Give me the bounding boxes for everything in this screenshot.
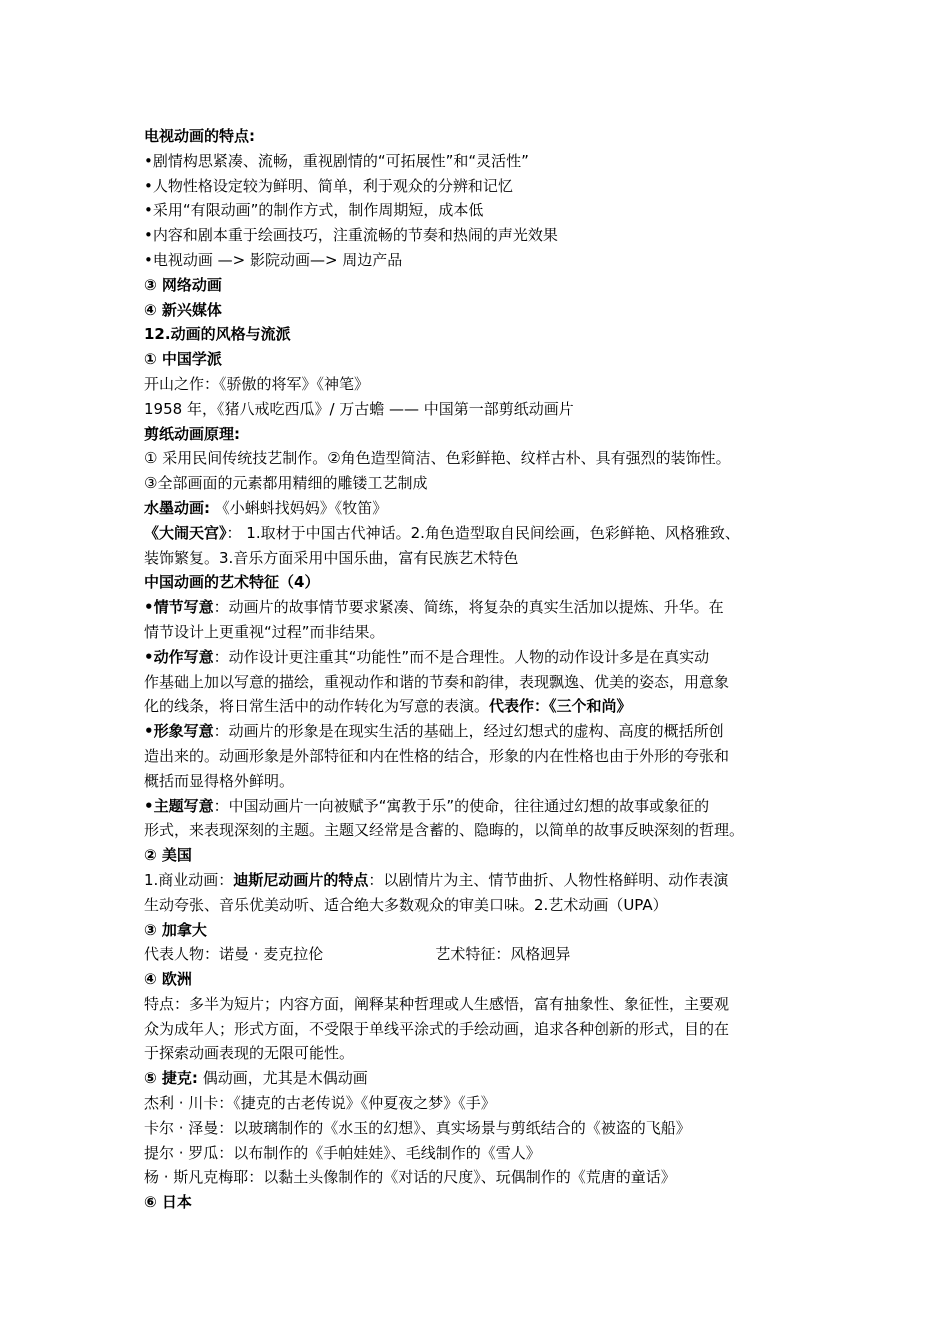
paragraph-line: 特点：多半为短片；内容方面，阐释某种哲理或人生感悟，富有抽象性、象征性，主要观 <box>144 994 730 1013</box>
heading-china: ① 中国学派 <box>144 350 222 369</box>
paragraph-line <box>144 694 820 719</box>
heading-canada: ③ 加拿大 <box>144 920 207 939</box>
art-label: •主题写意 <box>144 796 214 815</box>
representative-work: 代表作：《三个和尚》 <box>489 697 632 716</box>
ink-text: 《小蝌蚪找妈妈》《牧笛》 <box>210 498 388 517</box>
paragraph-line: 杰利 · 川卡：《捷克的古老传说》《仲夏夜之梦》《手》 <box>144 1094 496 1113</box>
paragraph-line <box>144 1066 820 1091</box>
paragraph-line: 众为成年人；形式方面，不受限于单线平涂式的手绘动画，追求各种创新的形式，目的在 <box>144 1019 730 1038</box>
art-label: •形象写意 <box>144 722 214 741</box>
art-text: ：动作设计更注重其“功能性”而不是合理性。人物的动作设计多是在真实动 <box>213 647 710 666</box>
paragraph-line <box>144 496 820 521</box>
paragraph-line <box>144 794 820 819</box>
heading-web-animation: ③ 网络动画 <box>144 275 222 294</box>
paragraph-line <box>144 868 820 893</box>
paragraph-line: 生动夸张、音乐优美动听、适合绝大多数观众的审美口味。2.艺术动画（UPA） <box>144 895 668 914</box>
czech-text: 偶动画，尤其是木偶动画 <box>197 1069 368 1088</box>
list-item: •人物性格设定较为鲜明、简单，利于观众的分辨和记忆 <box>144 176 513 195</box>
list-item: •采用“有限动画”的制作方式，制作周期短，成本低 <box>144 201 484 220</box>
paragraph-line: ③全部画面的元素都用精细的雕镂工艺制成 <box>144 474 428 493</box>
paragraph-line: 杨 · 斯凡克梅耶：以黏土头像制作的《对话的尺度》、玩偶制作的《荒唐的童话》 <box>144 1168 676 1187</box>
canada-rep: 代表人物：诺曼 · 麦克拉伦 <box>144 945 324 964</box>
canada-feature: 艺术特征：风格迥异 <box>435 945 571 964</box>
paragraph-line <box>144 521 820 546</box>
paragraph-line: 情节设计上更重视“过程”而非结果。 <box>144 622 385 641</box>
list-item: •剧情构思紧凑、流畅，重视剧情的“可拓展性”和“灵活性” <box>144 151 529 170</box>
heading-usa: ② 美国 <box>144 846 192 865</box>
art-text: ：动画片的形象是在现实生活的基础上，经过幻想式的虚构、高度的概括所创 <box>213 722 724 741</box>
tv-heading: 电视动画的特点: <box>144 127 255 145</box>
disney-label: 迪斯尼动画片的特点 <box>233 870 369 889</box>
art-text: ：中国动画片一向被赋予“寓教于乐”的使命，往往通过幻想的故事或象征的 <box>213 796 710 815</box>
danao-label: 《大闹天宫》 <box>144 523 227 542</box>
heading-new-media: ④ 新兴媒体 <box>144 300 222 319</box>
paragraph-line <box>144 595 820 620</box>
section-title: 12.动画的风格与流派 <box>144 325 291 344</box>
heading-europe: ④ 欧洲 <box>144 970 192 989</box>
danao-text: ： 1.取材于中国古代神话。2.角色造型取自民间绘画，色彩鲜艳、风格雅致、 <box>226 523 740 542</box>
paragraph-line: 卡尔 · 泽曼：以玻璃制作的《水玉的幻想》、真实场景与剪纸结合的《被盗的飞船》 <box>144 1118 691 1137</box>
list-item: •电视动画 —> 影院动画—> 周边产品 <box>144 250 403 269</box>
usa-pre: 1.商业动画： <box>144 870 234 889</box>
document-page <box>144 124 820 1215</box>
ink-label: 水墨动画: <box>144 498 210 517</box>
paragraph-line <box>144 719 820 744</box>
paragraph-line: 1958 年，《猪八戒吃西瓜》/ 万古蟾 —— 中国第一部剪纸动画片 <box>144 399 574 418</box>
heading-czech: ⑤ 捷克: <box>144 1069 198 1088</box>
art-heading: 中国动画的艺术特征（4） <box>144 573 320 592</box>
paragraph-line: 形式，来表现深刻的主题。主题又经常是含蓄的、隐晦的，以简单的故事反映深刻的哲理。 <box>144 821 745 840</box>
paragraph-line: ① 采用民间传统技艺制作。②角色造型简洁、色彩鲜艳、纹样古朴、具有强烈的装饰性。 <box>144 449 731 468</box>
paragraph-line: 装饰繁复。3.音乐方面采用中国乐曲，富有民族艺术特色 <box>144 548 519 567</box>
art-text: 化的线条，将日常生活中的动作转化为写意的表演。 <box>144 697 490 716</box>
paper-heading: 剪纸动画原理: <box>144 424 240 443</box>
list-item: •内容和剧本重于绘画技巧，注重流畅的节奏和热闹的声光效果 <box>144 226 558 245</box>
art-label: •情节写意 <box>144 598 214 617</box>
paragraph-line <box>144 645 820 670</box>
art-label: •动作写意 <box>144 647 214 666</box>
paragraph-line: 概括而显得格外鲜明。 <box>144 771 295 790</box>
usa-text: ：以剧情片为主、情节曲折、人物性格鲜明、动作表演 <box>368 870 729 889</box>
paragraph-line: 作基础上加以写意的描绘，重视动作和谐的节奏和韵律，表现飘逸、优美的姿态，用意象 <box>144 672 730 691</box>
heading-japan: ⑥ 日本 <box>144 1193 192 1212</box>
paragraph-line: 造出来的。动画形象是外部特征和内在性格的结合，形象的内在性格也由于外形的夸张和 <box>144 746 730 765</box>
paragraph-line: 于探索动画表现的无限可能性。 <box>144 1044 355 1063</box>
paragraph-line: 提尔 · 罗瓜：以布制作的《手帕娃娃》、毛线制作的《雪人》 <box>144 1143 541 1162</box>
paragraph-line: 开山之作：《骄傲的将军》《神笔》 <box>144 374 370 393</box>
paragraph-line <box>144 942 820 967</box>
art-text: ：动画片的故事情节要求紧凑、简练，将复杂的真实生活加以提炼、升华。在 <box>213 598 724 617</box>
